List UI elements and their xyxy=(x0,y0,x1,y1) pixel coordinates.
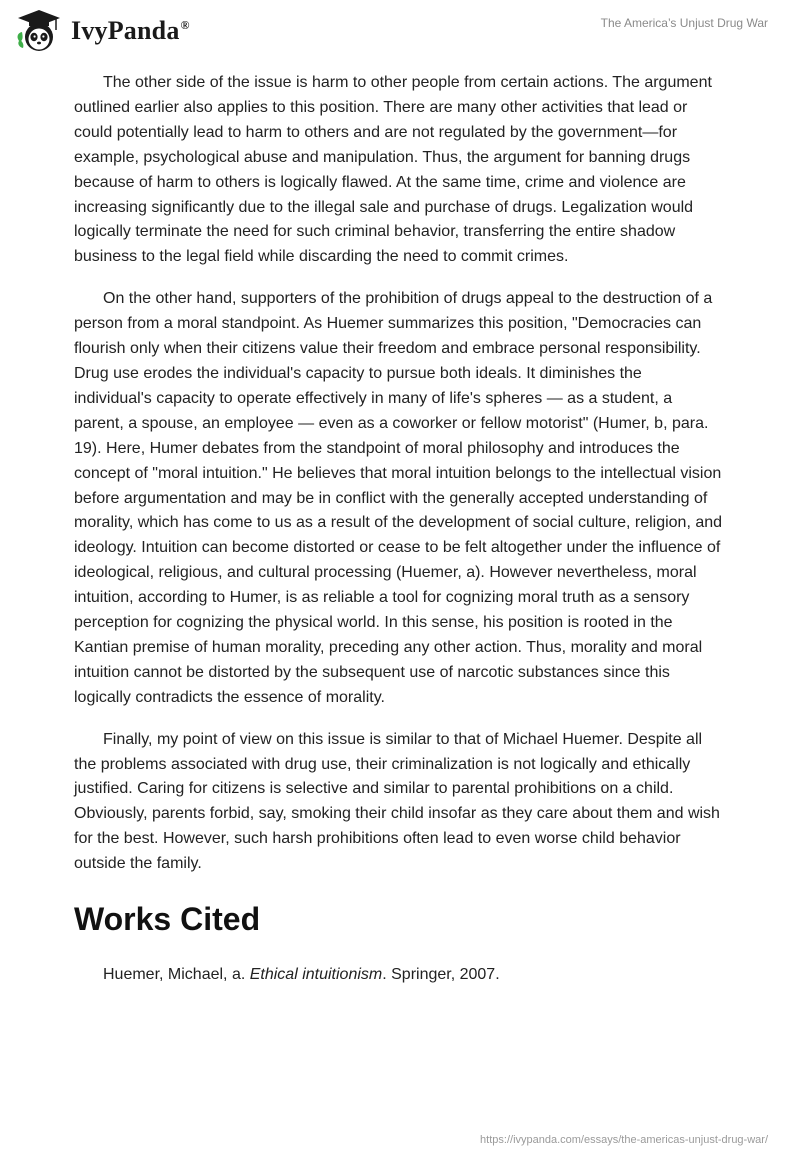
logo[interactable] xyxy=(14,8,190,54)
citation-title: Ethical intuitionism xyxy=(249,966,383,984)
source-url[interactable]: https://ivypanda.com/essays/the-americas-unjust-drug-war/ xyxy=(480,1134,768,1146)
citation-entry xyxy=(74,962,724,987)
citation-publisher: . Springer, 2007. xyxy=(382,966,500,984)
essay-body xyxy=(74,71,724,987)
panda-graduate-icon xyxy=(14,8,64,54)
logo-name: IvyPanda xyxy=(71,16,180,45)
paragraph: The other side of the issue is harm to other people from certain actions. The argument outlined earlier also applies to this position. There are many other activities that lead or could potentially lead to harm to others and are not regulated by the government—for example, psychological abuse and manipulation. Thus, the argument for banning drugs because of harm to others is logically flawed. At the same time, crime and violence are increasing significantly due to the illegal sale and purchase of drugs. Legalization would logically terminate the need for such criminal behavior, transferring the entire shadow business to the legal field while discarding the need to commit crimes. xyxy=(74,74,712,266)
page-header xyxy=(0,0,800,64)
registered-mark: ® xyxy=(180,18,190,33)
paragraph: On the other hand, supporters of the prohibition of drugs appeal to the destruction of a person from a moral standpoint. As Huemer summarizes this position, "Democracies can flourish only when their citizens value their freedom and embrace personal responsibility. Drug use erodes the individual's capacity to pursue both ideals. It diminishes the individual's capacity to operate effectively in many of life's spheres — as a student, a parent, a spouse, an employee — even as a coworker or fellow motorist" (Humer, b, para. 19). Here, Humer debates from the standpoint of moral philosophy and introduces the concept of "moral intuition." He believes that moral intuition belongs to the intellectual vision before argumentation and may be in conflict with the generally accepted understanding of morality, which has come to us as a result of the development of social culture, religion, and ideology. Intuition can become distorted or cease to be felt altogether under the influence of ideological, religious, and cultural processing (Huemer, a). However nevertheless, moral intuition, according to Humer, is as reliable a tool for cognizing moral truth as a sensory perception for cognizing the physical world. In this sense, his position is rooted in the Kantian premise of human morality, preceding any other action. Thus, morality and moral intuition cannot be distorted by the subsequent use of narcotic substances since this logically contradicts the essence of morality. xyxy=(74,290,723,706)
citation-author: Huemer, Michael, a. xyxy=(103,966,250,984)
document-title: The America’s Unjust Drug War xyxy=(600,16,768,30)
works-cited-heading: Works Cited xyxy=(74,901,261,938)
logo-wordmark xyxy=(71,16,190,46)
paragraph: Finally, my point of view on this issue is similar to that of Michael Huemer. Despite all the problems associated with drug use, their criminalization is not logically and ethically justified. Caring for citizens is selective and similar to parental prohibitions on a child. Obviously, parents forbid, say, smoking their child insofar as they care about them and wish for the best. However, such harsh prohibitions often lead to even worse child behavior outside the family. xyxy=(74,730,720,873)
